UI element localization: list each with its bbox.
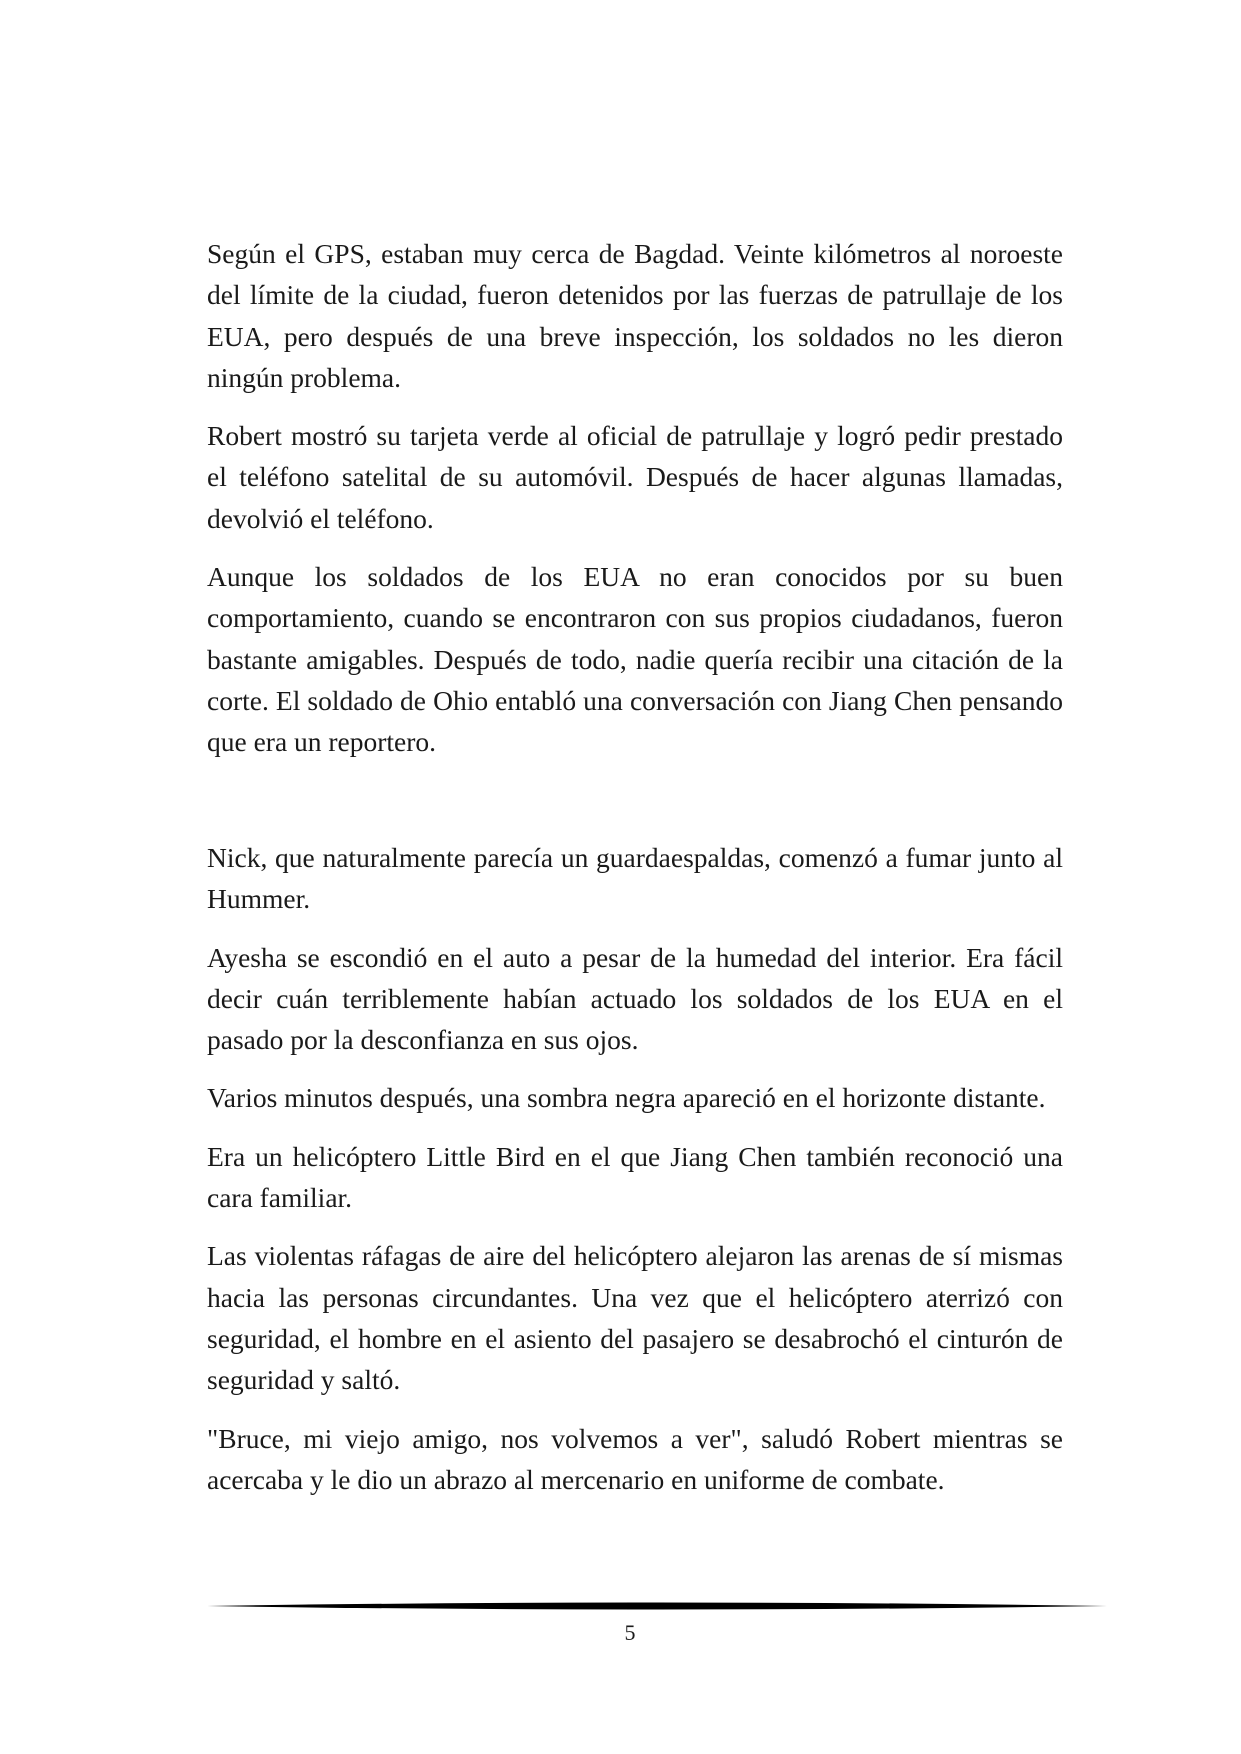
paragraph: Robert mostró su tarjeta verde al oficial de patrullaje y logró pedir prestado el teléfono satelital de su automóvil. Después de hacer algunas llamadas, devolvió el teléfono.: [207, 420, 1063, 534]
paragraph: Nick, que naturalmente parecía un guardaespaldas, comenzó a fumar junto al Hummer.: [207, 842, 1063, 915]
paragraph: Según el GPS, estaban muy cerca de Bagdad. Veinte kilómetros al noroeste del límite de la ciudad, fueron detenidos por las fuerzas de patrullaje de los EUA, pero después de una breve inspección, los soldados no les dieron ningún problema.: [207, 238, 1063, 393]
page-number: 5: [624, 1620, 636, 1645]
paragraph: Ayesha se escondió en el auto a pesar de la humedad del interior. Era fácil decir cuán terriblemente habían actuado los soldados de los EUA en el pasado por la desconfianza en sus ojos.: [207, 941, 1063, 1056]
paragraph: Varios minutos después, una sombra negra apareció en el horizonte distante.: [207, 1082, 1046, 1114]
paragraph: Las violentas ráfagas de aire del helicóptero alejaron las arenas de sí mismas hacia las personas circundantes. Una vez que el helicóptero aterrizó con seguridad, el hombre en el asiento del pasajero se desabrochó el cinturón de seguridad y saltó.: [207, 1240, 1063, 1396]
footer-divider: [207, 1600, 1107, 1612]
text-section-2: [207, 837, 1063, 1517]
paragraph: "Bruce, mi viejo amigo, nos volvemos a ver", saludó Robert mientras se acercaba y le dio un abrazo al mercenario en uniforme de combate.: [207, 1422, 1063, 1495]
paragraph: Aunque los soldados de los EUA no eran conocidos por su buen comportamiento, cuando se encontraron con sus propios ciudadanos, fueron bastante amigables. Después de todo, nadie quería recibir una citación de la corte. El soldado de Ohio entabló una conversación con Jiang Chen pensando que era un reportero.: [207, 561, 1063, 758]
paragraph: Era un helicóptero Little Bird en el que Jiang Chen también reconoció una cara familiar.: [207, 1140, 1063, 1214]
text-section-1: [207, 233, 1063, 780]
